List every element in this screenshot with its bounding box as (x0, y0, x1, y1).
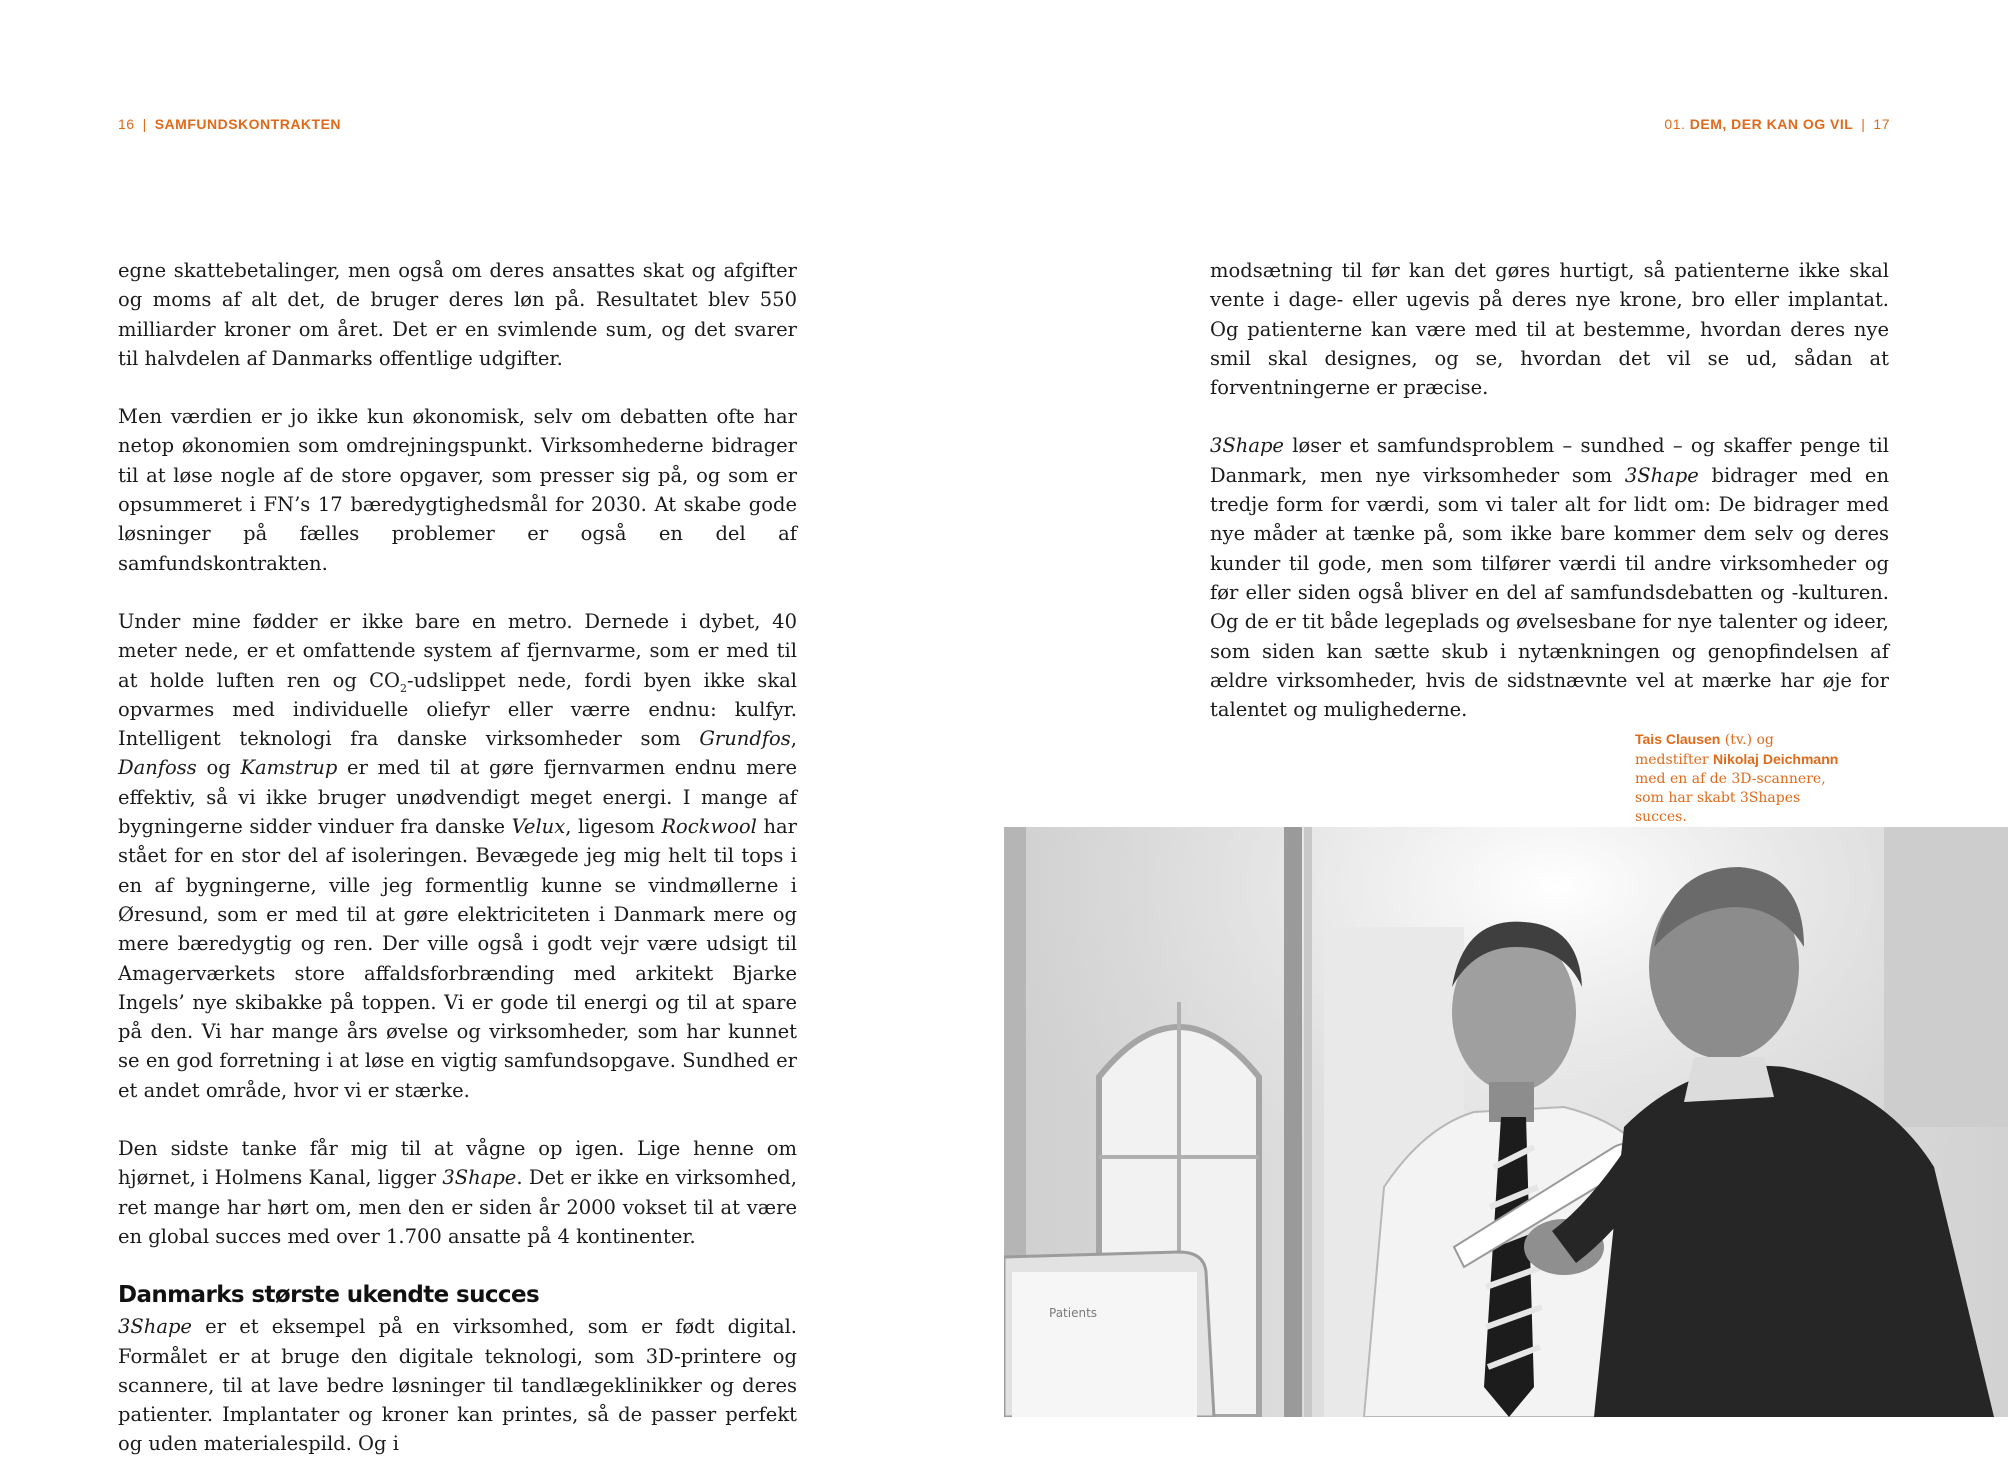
monitor-text: Patients (1049, 1306, 1098, 1320)
company-name: 3Shape (118, 1315, 192, 1339)
right-page-number: 17 (1873, 116, 1890, 132)
company-name: 3Shape (1624, 463, 1699, 487)
paragraph: modsætning til før kan det gøres hurtigt, så patienterne ikke skal vente i dage- eller ugevis på deres nye krone, bro eller implantat. Og patienterne kan være med til at bestemme, hvordan deres nye smil skal designes, og se, hvordan det vil se ud, sådan at forventningerne er præcise. (1210, 259, 1889, 400)
photo-caption: Tais Clausen (tv.) og medstifter Nikolaj Deichmann med en af de 3D-scannere, som har skabt 3Shapes succes. (1635, 731, 1839, 825)
caption-name: Tais Clausen (1635, 731, 1721, 747)
right-text-column (1210, 256, 1889, 753)
chapter-title: DEM, DER KAN OG VIL (1689, 116, 1854, 132)
company-name: Kamstrup (240, 756, 338, 780)
photo-illustration (1004, 827, 2008, 1417)
header-left (118, 116, 341, 132)
paragraph: Men værdien er jo ikke kun økonomisk, selv om debatten ofte har netop økonomien som omdrejningspunkt. Virksomhederne bidrager til at løse nogle af de store opgaver, som presser sig på, og som er opsummeret i FN’s 17 bæredygtighedsmål for 2030. At skabe gode løsninger på fælles problemer er også en del af samfundskontrakten. (118, 405, 797, 575)
left-page-number: 16 (118, 116, 135, 132)
header-separator: | (142, 116, 147, 132)
company-name: Rockwool (661, 815, 757, 839)
paragraph: Under mine fødder er ikke bare en metro. Dernede i dybet, 40 meter nede, er et omfattende system af fjernvarme, som er med til at holde luften ren og $CO_2$-udslippet nede, fordi byen ikke skal opvarmes med individuelle oliefyr eller værre endnu: kulfyr. Intelligent teknologi fra danske virksomheder som Grundfos, Danfoss og Kamstrup er med til at gøre fjernvarmen endnu mere effektiv, så vi ikke bruger unødvendigt meget energi. I mange af bygningerne sidder vinduer fra danske Velux, ligesom Rockwool har stået for en stor del af isoleringen. Bevægede jeg mig helt til tops i en af bygningerne, ville jeg formentlig kunne se vindmøllerne i Øresund, som er med til at gøre elektriciteten i Danmark mere og mere bæredygtig og ren. Der ville også i godt vejr være udsigt til Amagerværkets store affaldsforbrænding med arkitekt Bjarke Ingels’ nye skibakke på toppen. Vi er gode til energi og til at spare på den. Vi har mange års øvelse og virksomheder, som har kunnet se en god forretning i at løse en vigtig samfundsopgave. Sundhed er et andet område, hvor vi er stærke. (118, 609, 798, 1102)
company-name: 3Shape (442, 1166, 517, 1190)
book-title: SAMFUNDSKONTRAKTEN (154, 116, 342, 132)
caption-name: Nikolaj Deichmann (1713, 751, 1839, 767)
chapter-number: 01. (1664, 116, 1686, 132)
photo (1004, 827, 2008, 1417)
company-name: Grundfos (699, 727, 791, 751)
company-name: Velux (511, 815, 566, 839)
header-right (1664, 116, 1890, 132)
left-text-column (118, 256, 797, 1459)
header-separator: | (1861, 116, 1866, 132)
company-name: Danfoss (118, 756, 197, 780)
paragraph: Den sidste tanke får mig til at vågne op igen. Lige henne om hjørnet, i Holmens Kanal, ligger 3Shape. Det er ikke en virksomhed, ret mange har hørt om, men den er siden år 2000 vokset til at være en global succes med over 1.700 ansatte på 4 kontinenter. (118, 1137, 797, 1248)
paragraph: 3Shape er et eksempel på en virksomhed, som er født digital. Formålet er at bruge den digitale teknologi, som 3D-printere og scannere, til at lave bedre løsninger til tandlægeklinikker og deres patienter. Implantater og kroner kan printes, så de passer perfekt og uden materialespild. Og i (118, 1315, 797, 1456)
paragraph: 3Shape løser et samfundsproblem – sundhed – og skaffer penge til Danmark, men nye virksomheder som 3Shape bidrager med en tredje form for værdi, som vi taler alt for lidt om: De bidrager med nye måder at tænke på, som ikke bare kommer dem selv og deres kunder til gode, men som tilfører værdi til andre virksomheder og før eller siden også bliver en del af samfundsdebatten og -kulturen. Og de er tit både legeplads og øvelsesbane for nye talenter og ideer, som siden kan sætte skub i nytænkningen og genopfindelsen af ældre virksomheder, hvis de sidstnævnte vel at mærke har øje for talentet og mulighederne. (1210, 434, 1890, 722)
section-heading: Danmarks største ukendte succes (118, 1282, 540, 1309)
subscript: 2 (400, 681, 408, 695)
paragraph: egne skattebetalinger, men også om deres ansattes skat og afgifter og moms af alt det, de bruger deres løn på. Resultatet blev 550 milliarder kroner om året. Det er en svimlende sum, og det svarer til halvdelen af Danmarks offentlige udgifter. (118, 259, 797, 370)
company-name: 3Shape (1210, 434, 1284, 458)
